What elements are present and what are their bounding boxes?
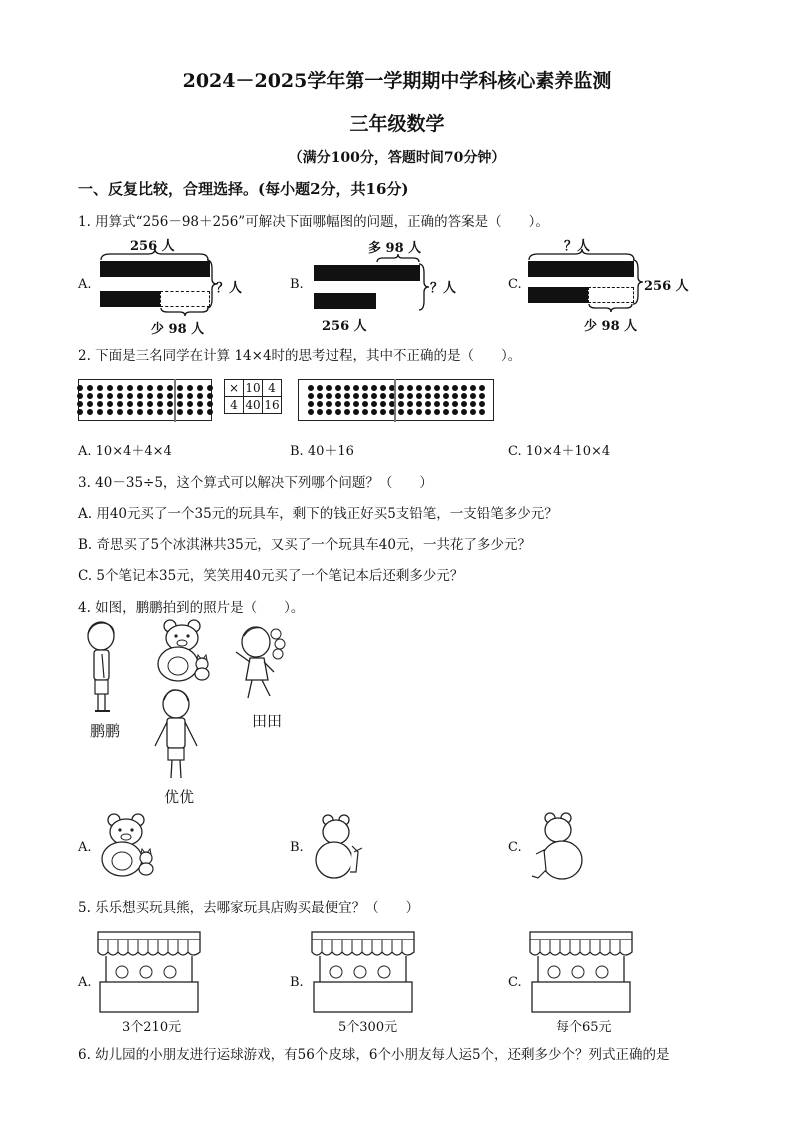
q1-option-c-letter: C. xyxy=(508,277,522,292)
dot xyxy=(97,401,103,407)
dot xyxy=(470,409,476,415)
q1-a-bottom-brace xyxy=(160,307,210,317)
dot xyxy=(416,393,422,399)
dot xyxy=(187,409,193,415)
dot xyxy=(344,401,350,407)
dot xyxy=(127,401,133,407)
dot xyxy=(147,409,153,415)
q3-option-b: B. 奇思买了5个冰淇淋共35元，又买了一个玩具车40元，一共花了多少元？ xyxy=(78,537,531,553)
q2-option-a: A. 10×4＋4×4 xyxy=(78,444,172,459)
dot xyxy=(167,385,173,391)
dot xyxy=(470,385,476,391)
dot xyxy=(157,393,163,399)
dot xyxy=(308,385,314,391)
question-4-text: 4. 如图，鹏鹏拍到的照片是（ ）。 xyxy=(78,600,305,616)
dot xyxy=(187,393,193,399)
dot xyxy=(461,401,467,407)
q1-a-right-label: ？人 xyxy=(216,281,243,296)
dot xyxy=(479,401,485,407)
dot xyxy=(452,409,458,415)
dot xyxy=(443,401,449,407)
q4-option-b-bear-side-icon xyxy=(310,812,366,882)
dot xyxy=(353,393,359,399)
dot xyxy=(407,385,413,391)
dot xyxy=(167,393,173,399)
dot xyxy=(308,409,314,415)
dot xyxy=(177,409,183,415)
dot xyxy=(344,385,350,391)
dot xyxy=(452,401,458,407)
dot xyxy=(87,401,93,407)
dot xyxy=(461,393,467,399)
dot xyxy=(107,385,113,391)
dot xyxy=(117,393,123,399)
question-5-text: 5. 乐乐想买玩具熊，去哪家玩具店购买最便宜？（ ） xyxy=(78,900,420,916)
q1-c-bar-2 xyxy=(528,287,588,303)
q2-multiplication-table xyxy=(224,379,282,414)
dot xyxy=(187,385,193,391)
q1-c-bar-1 xyxy=(528,261,634,277)
dot xyxy=(326,409,332,415)
girl-illustration xyxy=(230,622,292,706)
dot xyxy=(443,409,449,415)
dot xyxy=(398,385,404,391)
q5-shop-a-price: 3个210元 xyxy=(122,1020,182,1035)
dot xyxy=(416,385,422,391)
dot xyxy=(77,401,83,407)
dot xyxy=(443,393,449,399)
q2-option-b: B. 40＋16 xyxy=(290,444,354,459)
dot xyxy=(371,409,377,415)
dot xyxy=(416,409,422,415)
dot xyxy=(197,393,203,399)
table-cell: 4 xyxy=(225,397,244,414)
q5-option-c-letter: C. xyxy=(508,975,522,990)
q1-c-dashed-part xyxy=(588,287,634,303)
dot xyxy=(479,393,485,399)
table-cell: 10 xyxy=(245,381,261,395)
bear-with-cat-illustration xyxy=(150,618,214,682)
dot xyxy=(308,401,314,407)
dot xyxy=(157,385,163,391)
boy-back-illustration xyxy=(150,688,202,784)
dot xyxy=(87,385,93,391)
dot xyxy=(127,385,133,391)
q1-option-a-letter: A. xyxy=(78,277,92,292)
dot xyxy=(197,401,203,407)
dot xyxy=(416,401,422,407)
q1-c-top-label: ？人 xyxy=(564,239,591,254)
exam-title: 2024－2025学年第一学期期中学科核心素养监测 xyxy=(182,70,612,92)
dot xyxy=(87,393,93,399)
dot xyxy=(434,401,440,407)
dot xyxy=(317,385,323,391)
q4-option-c-bear-back-icon xyxy=(528,810,588,882)
q3-option-c: C. 5个笔记本35元，笑笑用40元买了一个笔记本后还剩多少元？ xyxy=(78,568,464,584)
dot xyxy=(97,385,103,391)
q1-a-top-brace xyxy=(100,249,210,261)
dot xyxy=(353,385,359,391)
dot xyxy=(97,409,103,415)
q2-divider-1 xyxy=(174,379,176,422)
dot xyxy=(398,409,404,415)
dot xyxy=(380,393,386,399)
q4-option-a-letter: A. xyxy=(78,840,92,855)
dot xyxy=(97,393,103,399)
dot xyxy=(407,401,413,407)
q1-c-right-brace xyxy=(632,259,644,305)
q4-option-c-letter: C. xyxy=(508,840,522,855)
q1-option-b-letter: B. xyxy=(290,277,304,292)
q4-option-b-letter: B. xyxy=(290,840,304,855)
dot xyxy=(137,393,143,399)
dot xyxy=(197,385,203,391)
dot xyxy=(137,409,143,415)
dot xyxy=(317,401,323,407)
q5-shop-b-price: 5个300元 xyxy=(338,1020,398,1035)
q1-a-bar-1 xyxy=(100,261,210,277)
q3-option-a: A. 用40元买了一个35元的玩具车，剩下的钱正好买5支铅笔，一支铅笔多少元？ xyxy=(78,506,558,522)
table-cell: 16 xyxy=(264,398,280,412)
dot xyxy=(425,409,431,415)
name-tiantian: 田田 xyxy=(252,712,283,730)
dot xyxy=(353,401,359,407)
q5-shop-c-price: 每个65元 xyxy=(556,1020,612,1035)
dot xyxy=(461,385,467,391)
q2-dot-array-2 xyxy=(298,379,494,421)
dot xyxy=(398,401,404,407)
question-1-text: 1. 用算式“256－98＋256”可解决下面哪幅图的问题，正确的答案是（ ）。 xyxy=(78,214,549,230)
q5-option-b-letter: B. xyxy=(290,975,304,990)
dot xyxy=(362,409,368,415)
dot xyxy=(187,401,193,407)
dot xyxy=(167,401,173,407)
dot xyxy=(407,409,413,415)
dot xyxy=(371,393,377,399)
dot xyxy=(107,393,113,399)
dot xyxy=(147,401,153,407)
q5-option-a-letter: A. xyxy=(78,975,92,990)
dot xyxy=(434,409,440,415)
q1-b-top-brace xyxy=(376,253,420,263)
q5-shop-c-illustration xyxy=(528,930,634,1014)
dot xyxy=(127,409,133,415)
dot xyxy=(380,409,386,415)
dot xyxy=(380,401,386,407)
dot xyxy=(308,393,314,399)
dot xyxy=(335,393,341,399)
dot xyxy=(452,385,458,391)
dot xyxy=(326,385,332,391)
dot xyxy=(207,401,213,407)
exam-note: （满分100分，答题时间70分钟） xyxy=(288,150,506,166)
dot xyxy=(335,409,341,415)
dot xyxy=(434,393,440,399)
dot xyxy=(380,385,386,391)
dot xyxy=(177,393,183,399)
table-cell: 4 xyxy=(263,380,282,397)
dot xyxy=(398,393,404,399)
dot xyxy=(362,401,368,407)
dot xyxy=(157,401,163,407)
dot xyxy=(434,385,440,391)
dot xyxy=(157,409,163,415)
dot xyxy=(137,401,143,407)
q1-a-bar-2 xyxy=(100,291,160,307)
section-heading: 一、反复比较，合理选择。(每小题2分，共16分) xyxy=(78,180,409,198)
dot xyxy=(77,385,83,391)
q1-b-bar-2 xyxy=(314,293,376,309)
dot xyxy=(117,401,123,407)
q1-b-right-label: ？人 xyxy=(430,281,457,296)
boy-side-illustration xyxy=(80,620,122,716)
dot xyxy=(127,393,133,399)
dot xyxy=(335,385,341,391)
dot xyxy=(425,393,431,399)
dot xyxy=(479,409,485,415)
q1-option-a-diagram xyxy=(78,235,258,335)
exam-subtitle: 三年级数学 xyxy=(349,113,445,135)
table-cell: × xyxy=(225,380,244,397)
dot xyxy=(177,401,183,407)
dot xyxy=(470,393,476,399)
dot xyxy=(461,409,467,415)
q1-option-c-diagram xyxy=(508,235,698,335)
dot xyxy=(77,409,83,415)
question-3-text: 3. 40－35÷5，这个算式可以解决下列哪个问题？（ ） xyxy=(78,475,433,491)
dot xyxy=(362,393,368,399)
dot xyxy=(326,393,332,399)
name-pengpeng: 鹏鹏 xyxy=(90,722,121,740)
dot xyxy=(317,409,323,415)
dot xyxy=(87,409,93,415)
q5-shop-b-illustration xyxy=(310,930,416,1014)
dot xyxy=(443,385,449,391)
dot xyxy=(335,401,341,407)
dot xyxy=(177,385,183,391)
dot xyxy=(207,409,213,415)
q1-c-right-label: 256 人 xyxy=(644,279,689,294)
dot xyxy=(167,409,173,415)
q1-option-b-diagram xyxy=(290,235,470,335)
dot xyxy=(197,409,203,415)
q2-divider-2 xyxy=(394,379,396,422)
dot xyxy=(344,409,350,415)
dot xyxy=(317,393,323,399)
q1-a-bottom-label: 少 98 人 xyxy=(151,322,205,337)
dot xyxy=(353,409,359,415)
q1-a-top-label: 256 人 xyxy=(130,239,175,254)
dot xyxy=(344,393,350,399)
dot xyxy=(147,385,153,391)
dot xyxy=(371,385,377,391)
dot xyxy=(452,393,458,399)
question-6-text: 6. 幼儿园的小朋友进行运球游戏，有56个皮球，6个小朋友每人运5个，还剩多少个？列式正确的是 xyxy=(78,1047,670,1063)
q1-c-top-brace xyxy=(528,249,636,261)
dot xyxy=(77,393,83,399)
dot xyxy=(107,409,113,415)
dot xyxy=(425,385,431,391)
dot xyxy=(362,385,368,391)
dot xyxy=(407,393,413,399)
dot xyxy=(147,393,153,399)
dot xyxy=(326,401,332,407)
q1-c-bottom-brace xyxy=(588,303,634,313)
q2-dot-array-1 xyxy=(78,379,212,421)
dot xyxy=(470,401,476,407)
dot xyxy=(479,385,485,391)
q1-b-bottom-label: 256 人 xyxy=(322,319,367,334)
q2-option-c: C. 10×4＋10×4 xyxy=(508,444,611,459)
dot xyxy=(137,385,143,391)
dot xyxy=(117,409,123,415)
dot xyxy=(371,401,377,407)
dot xyxy=(207,393,213,399)
table-cell: 40 xyxy=(245,398,261,412)
name-youyou: 优优 xyxy=(164,788,195,806)
q1-c-bottom-label: 少 98 人 xyxy=(584,319,638,334)
q5-shop-a-illustration xyxy=(96,930,202,1014)
dot xyxy=(207,385,213,391)
q1-b-top-label: 多 98 人 xyxy=(368,241,422,256)
question-2-text: 2. 下面是三名同学在计算 14×4时的思考过程，其中不正确的是（ ）。 xyxy=(78,348,522,364)
dot xyxy=(117,385,123,391)
q1-b-bar-1 xyxy=(314,265,420,281)
q1-b-right-brace xyxy=(418,263,430,311)
q1-a-dashed-part xyxy=(160,291,210,307)
dot xyxy=(107,401,113,407)
dot xyxy=(425,401,431,407)
q4-option-a-bear-cat-icon xyxy=(94,812,160,878)
